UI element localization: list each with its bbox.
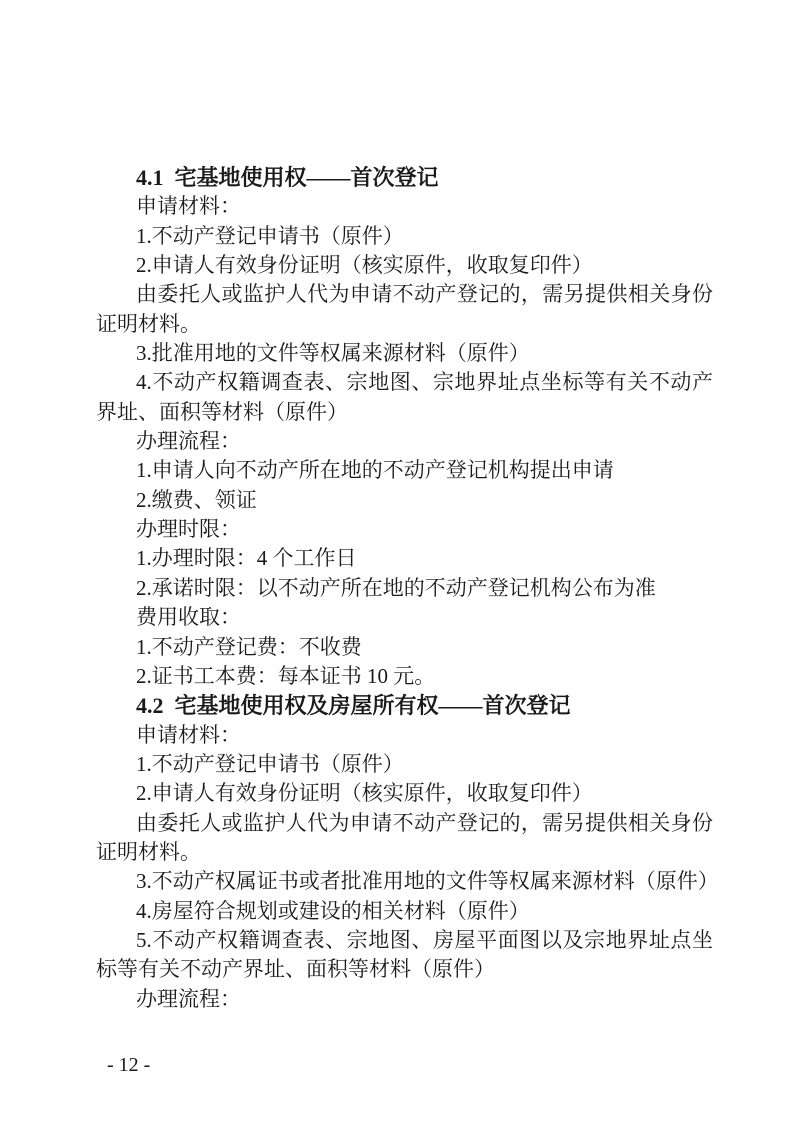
- text-line: 证明材料。: [96, 311, 201, 336]
- section-4-2-heading: 4.2 宅基地使用权及房屋所有权——首次登记: [136, 693, 571, 719]
- section-4-1-heading: 4.1 宅基地使用权——首次登记: [136, 165, 439, 190]
- text-line: 办理流程：: [136, 986, 241, 1011]
- text-line: 1.办理时限：4 个工作日: [136, 546, 357, 571]
- text-line: 界址、面积等材料（原件）: [96, 399, 348, 424]
- text-line: 2.缴费、领证: [136, 487, 257, 512]
- text-line: 3.不动产权属证书或者批准用地的文件等权属来源材料（原件）: [136, 869, 719, 894]
- text-line: 5.不动产权籍调查表、宗地图、房屋平面图以及宗地界址点坐: [136, 927, 713, 952]
- text-line: 标等有关不动产界址、面积等材料（原件）: [96, 957, 495, 982]
- text-line: 2.承诺时限：以不动产所在地的不动产登记机构公布为准: [136, 575, 656, 600]
- document-content: [96, 163, 719, 1014]
- text-line: 办理流程：: [136, 429, 241, 454]
- text-line: 2.证书工本费：每本证书 10 元。: [136, 663, 436, 688]
- text-line: 办理时限：: [136, 517, 241, 542]
- text-line: 4.房屋符合规划或建设的相关材料（原件）: [136, 898, 530, 923]
- text-line: 费用收取：: [136, 605, 241, 630]
- text-line: 4.不动产权籍调查表、宗地图、宗地界址点坐标等有关不动产: [136, 370, 713, 395]
- text-line: 2.申请人有效身份证明（核实原件，收取复印件）: [136, 253, 593, 278]
- text-line: 由委托人或监护人代为申请不动产登记的，需另提供相关身份: [136, 282, 713, 307]
- text-line: 证明材料。: [96, 839, 201, 864]
- text-line: 1.不动产登记申请书（原件）: [136, 751, 404, 776]
- text-line: 申请材料：: [136, 722, 241, 747]
- text-line: 1.不动产登记费：不收费: [136, 634, 362, 659]
- text-line: 1.申请人向不动产所在地的不动产登记机构提出申请: [136, 458, 614, 483]
- text-line: 由委托人或监护人代为申请不动产登记的，需另提供相关身份: [136, 810, 713, 835]
- text-line: 1.不动产登记申请书（原件）: [136, 223, 404, 248]
- text-line: 2.申请人有效身份证明（核实原件，收取复印件）: [136, 781, 593, 806]
- page-number: - 12 -: [107, 1054, 151, 1076]
- text-line: 3.批准用地的文件等权属来源材料（原件）: [136, 341, 530, 366]
- text-line: 申请材料：: [136, 194, 241, 219]
